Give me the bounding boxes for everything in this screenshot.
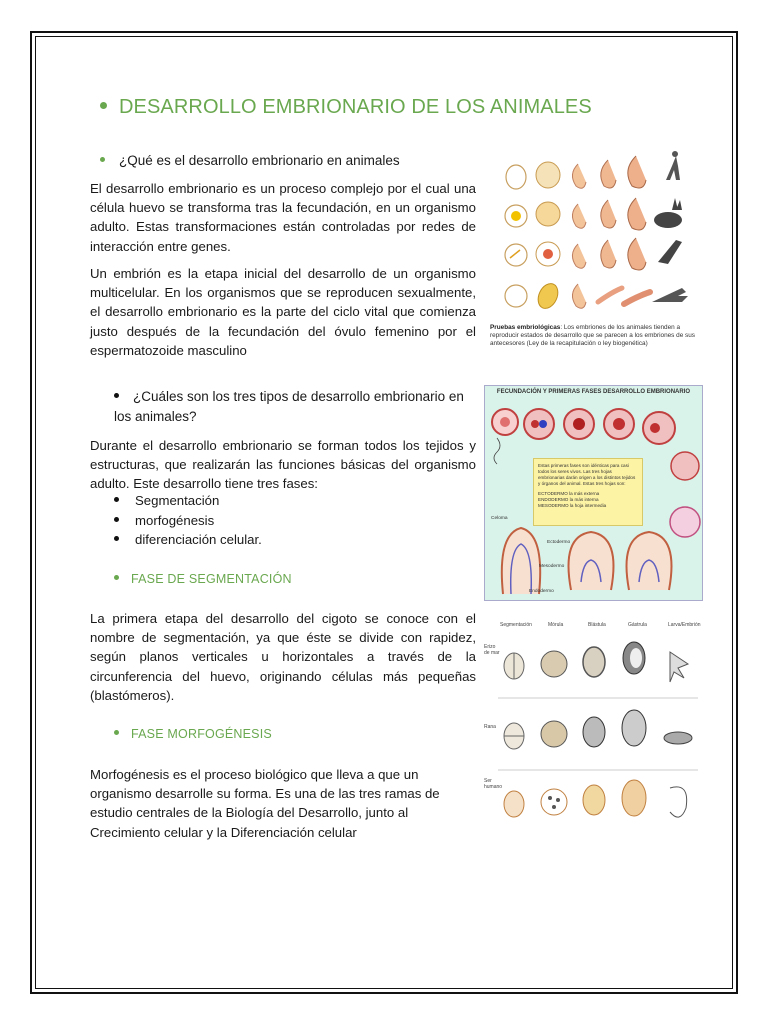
column-label: Gástrula (628, 622, 647, 628)
bullet-icon (114, 517, 119, 522)
figure-title: FECUNDACIÓN Y PRIMERAS FASES DESARROLLO EMBRIONARIO (496, 389, 691, 395)
embryo-comparison-figure (490, 150, 700, 318)
column-label: Mórula (548, 622, 564, 628)
bullet-icon (114, 497, 119, 502)
bullet-icon (114, 575, 119, 580)
fecundacion-figure (484, 385, 703, 601)
figure-label: Mesodermo (539, 564, 565, 569)
list-item: Segmentación (114, 491, 262, 511)
figure-label: Celoma (491, 516, 508, 521)
figure-caption: Pruebas embriológicas: Los embriones de los animales tienden a reproducir estados de desarrollo que se parecen a los embriones de sus antecesores (Ley de la recapitulación o ley biogenética) (490, 324, 695, 348)
figure-label: Ectodermo (547, 540, 571, 545)
bullet-icon (114, 730, 119, 735)
document-title: DESARROLLO EMBRIONARIO DE LOS ANIMALES (100, 96, 592, 119)
embryo-row-2 (505, 198, 682, 230)
column-label: Blástula (588, 622, 606, 628)
question-1: ¿Qué es el desarrollo embrionario en animales (100, 153, 400, 168)
phases-list (114, 491, 262, 550)
list-item: diferenciación celular. (114, 530, 262, 550)
bullet-icon (100, 102, 107, 109)
row-label: Ser humano (484, 778, 503, 790)
fecundacion-note: Estas primeras fases son idénticas para casi todos los seres vivos. Las tres hojas embrionarias darán origen a los distintos tejidos y órganos del animal. Estas tres hojas son: ECTODERMO la más externa ENDODERMO la más interna MESODERMO la hoja intermedia (533, 458, 643, 526)
developmental-stages-figure (484, 618, 704, 840)
embryo-row-1 (506, 151, 680, 189)
bullet-icon (100, 157, 105, 162)
column-label: Larva/Embrión (668, 622, 701, 628)
embryo-row-4 (505, 280, 688, 311)
paragraph-2: Un embrión es la etapa inicial del desarrollo de un organismo multicelular. En los organismos que se reproducen sexualmente, el desarrollo embrionario es la parte del ciclo vital que comienza justo después de la fecundación del óvulo femenino por el espermatozoide masculino (90, 266, 476, 358)
paragraph-3: Durante el desarrollo embrionario se forman todos los tejidos y estructuras, que realizarán las funciones básicas del organismo adulto. Este desarrollo tiene tres fases: (90, 438, 476, 492)
paragraph-5: Morfogénesis es el proceso biológico que lleva a que un organismo desarrolle su forma. Es una de las tres ramas de estudio centrales de la Biología del Desarrollo, junto al Crecimiento celular y la Diferenciación celular (90, 767, 440, 840)
section-heading-segmentacion: FASE DE SEGMENTACIÓN (114, 572, 292, 586)
paragraph-4: La primera etapa del desarrollo del cigoto se conoce con el nombre de segmentación, ya que éste se divide con rapidez, según planos verticales u horizontales a través de la circunferencia del huevo, originando células más pequeñas (blastómeros). (90, 611, 476, 703)
row-label: Rana (484, 724, 496, 730)
column-label: Segmentación (500, 622, 532, 628)
bullet-icon (114, 393, 119, 398)
paragraph-1: El desarrollo embrionario es un proceso complejo por el cual una célula huevo se transforma tras la fecundación, en un organismo adulto. Estas transformaciones están controladas por redes de interacción entre genes. (90, 181, 476, 254)
section-heading-morfogenesis: FASE MORFOGÉNESIS (114, 727, 272, 741)
embryo-row-3 (505, 238, 682, 270)
stages-drawing (484, 618, 704, 840)
list-item: morfogénesis (114, 511, 262, 531)
row-label: Erizo de mar (484, 644, 500, 656)
bullet-icon (114, 536, 119, 541)
figure-label: Endodermo (529, 589, 554, 594)
question-2: ¿Cuáles son los tres tipos de desarrollo embrionario en los animales? (114, 389, 464, 424)
